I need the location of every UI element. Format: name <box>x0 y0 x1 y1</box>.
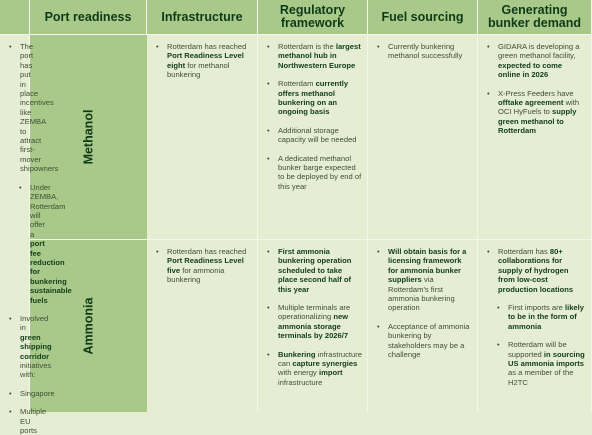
bullet-item <box>487 89 586 136</box>
bullet-item <box>9 313 52 380</box>
bullet-text: Singapore <box>20 388 55 398</box>
bullet-text: First imports are <box>508 303 565 313</box>
bullet-text: with energy <box>278 368 319 378</box>
bullet-text-bold: Will obtain basis for a licensing framework for ammonia bunker suppliers <box>388 247 467 285</box>
bullet-item <box>267 350 362 388</box>
bullet-item <box>267 42 362 70</box>
bullet-text-bold: First ammonia bunkering operation scheduled to take place second half of this year <box>278 247 352 294</box>
bullet-text: Under ZEMBA, Rotterdam will offer a <box>30 182 66 239</box>
bullet-text: Rotterdam <box>278 79 316 89</box>
bullet-text: for ammonia bunkering <box>167 265 225 285</box>
bullet-text-bold: Port Readiness Level five <box>167 256 244 275</box>
bullet-text-bold: expected to come online in 2026 <box>498 60 563 80</box>
bullet-text-bold: supply green methanol to Rotterdam <box>498 107 577 136</box>
corner-cell <box>0 0 30 34</box>
methanol-regulatory-framework <box>368 34 478 239</box>
bullet-text: infrastructure <box>278 377 323 387</box>
bullet-text-bold: 80+ collaborations for supply of hydrogen from low-cost production locations <box>498 247 574 294</box>
bullet-text: for methanol bunkering <box>167 60 230 80</box>
bullet-text: X-Press Feeders have <box>498 88 574 98</box>
bullet-text-bold: port fee reduction for bunkering sustainable fuels <box>30 239 72 305</box>
bullet-item <box>267 79 362 117</box>
bullet-item <box>487 42 586 80</box>
bullet-text: via Rotterdam's first ammonia bunkering operation <box>388 275 455 313</box>
bullet-item <box>19 182 72 305</box>
ammonia-port-readiness <box>147 239 258 412</box>
header-port-readiness: Port readiness <box>30 0 147 34</box>
methanol-infrastructure <box>258 34 368 239</box>
bullet-item <box>487 247 586 294</box>
bullet-text: Acceptance of ammonia bunkering by stakeholders may be a challenge <box>388 321 470 360</box>
bullet-item <box>9 407 47 435</box>
bullet-item <box>377 42 472 61</box>
bullet-text: initiatives with: <box>20 361 52 380</box>
bullet-text: Additional storage capacity will be needed <box>278 125 357 145</box>
bullet-item <box>9 42 59 174</box>
bullet-item <box>9 388 55 398</box>
bullet-item <box>267 303 362 341</box>
bullet-text-bold: import <box>318 368 343 378</box>
ammonia-regulatory-framework <box>368 239 478 412</box>
bullet-text: Multiple terminals are operationalizing <box>278 303 351 322</box>
bullet-text-bold: offtake agreement <box>498 98 564 108</box>
bullet-text: GIDARA is developing a green methanol facility, <box>498 42 580 61</box>
bullet-item <box>267 247 362 294</box>
header-generating-bunker-demand: Generating bunker demand <box>478 0 592 34</box>
methanol-port-readiness <box>147 34 258 239</box>
bullet-text: Rotterdam will be supported <box>508 340 567 359</box>
bullet-text-bold: likely to be in the form of ammonia <box>508 303 584 331</box>
header-fuel-sourcing: Fuel sourcing <box>368 0 478 34</box>
bullet-text: Rotterdam is the <box>278 42 336 51</box>
ammonia-fuel-sourcing <box>478 239 592 412</box>
bullet-text: with OCI HyFuels to <box>498 98 580 117</box>
bullet-text-bold: new ammonia storage terminals by 2026/7 <box>278 312 349 341</box>
bullet-text: as a member of the H2TC <box>508 368 574 387</box>
bullet-text: The port has put in place incentives like ZEMBA to attract first-mover shipowners <box>20 42 59 174</box>
row-label-methanol-text: Methanol <box>81 109 96 165</box>
bullet-text-bold: largest methanol hub in Northwestern Europe <box>278 42 361 70</box>
bullet-item <box>497 303 586 331</box>
bullet-text: Rotterdam has reached <box>167 42 247 51</box>
bullet-text: Multiple EU ports <box>20 407 47 435</box>
ammonia-infrastructure <box>258 239 368 412</box>
bullet-text: infrastructure can <box>278 349 362 369</box>
bullet-item <box>267 126 362 145</box>
bullet-text: Rotterdam has reached <box>167 247 247 256</box>
bullet-item <box>267 154 362 192</box>
bullet-text: Rotterdam has <box>498 247 550 256</box>
bullet-text-bold: capture synergies <box>292 359 358 369</box>
generating-bunker-demand <box>0 34 72 435</box>
bullet-item <box>156 42 252 80</box>
methanol-fuel-sourcing <box>478 34 592 239</box>
row-label-ammonia-text: Ammonia <box>81 297 96 355</box>
bullet-item <box>377 247 472 313</box>
bullet-text: Involved in <box>20 313 49 333</box>
bullet-text-bold: green shipping corridor <box>20 332 52 361</box>
header-infrastructure: Infrastructure <box>147 0 258 34</box>
bullet-text-bold: Port Readiness Level eight <box>167 51 244 70</box>
bullet-text-bold: Bunkering <box>278 349 316 359</box>
bullet-text: Currently bunkering methanol successfully <box>388 42 463 61</box>
bullet-item <box>377 322 472 360</box>
bullet-text-bold: currently offers methanol bunkering on an ongoing basis <box>278 79 349 117</box>
header-regulatory-framework: Regulatory framework <box>258 0 368 34</box>
bullet-item <box>497 340 586 387</box>
bullet-item <box>156 247 252 285</box>
bullet-text-bold: in sourcing US ammonia imports <box>508 349 585 369</box>
bullet-text: A dedicated methanol bunker barge expected to be deployed by end of this year <box>278 153 362 191</box>
